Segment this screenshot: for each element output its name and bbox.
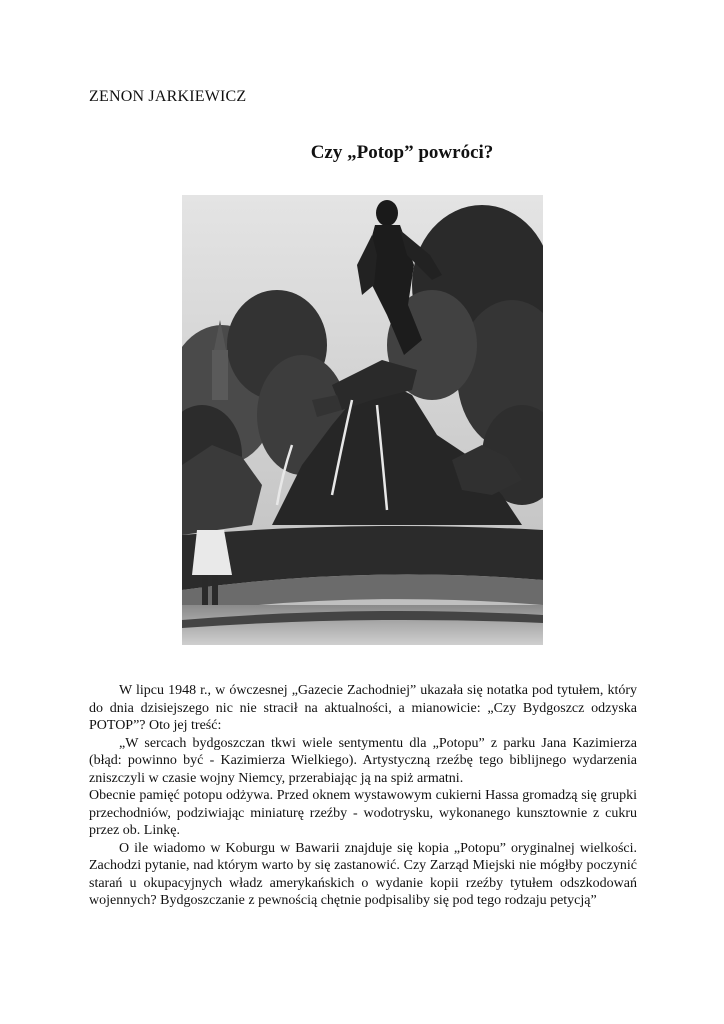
paragraph-intro: W lipcu 1948 r., w ówczesnej „Gazecie Zachodniej” ukazała się notatka pod tytułem, który do dnia dzisiejszego nic nie stracił na aktualności, a mianowicie: „Czy Bydgoszcz odzyska POTOP”? Oto jej treść: [89,683,637,733]
author-name: ZENON JARKIEWICZ [89,88,247,105]
paragraph-quote: „W sercach bydgoszczan tkwi wiele sentymentu dla „Potopu” z parku Jana Kazimierza (błąd: powinno być - Kazimierza Wielkiego). Artystyczną rzeźbę tego biblijnego wydarzenia zniszczyli w czasie wojny Niemcy, przerabiając ją na spiż armatni. [89,735,637,786]
fountain-photo [182,195,543,645]
fountain-illustration [182,195,543,645]
article-body [89,682,637,910]
article-title: Czy „Potop” powróci? [310,142,494,163]
paragraph-memory: Obecnie pamięć potopu odżywa. Przed oknem wystawowym cukierni Hassa gromadzą się grupki przechodniów, podziwiając miniaturę rzeźby - wodotrysku, wykonanego kunsztownie z cukru przez ob. Linkę. [89,788,637,838]
paragraph-coburg: O ile wiadomo w Koburgu w Bawarii znajduje się kopia „Potopu” oryginalnej wielkości. Zachodzi pytanie, nad którym warto by się zastanowić. Czy Zarząd Miejski nie mógłby poczynić starań u okupacyjnych władz amerykańskich o wydanie kopii rzeźby tytułem odszkodowań wojennych? Bydgoszczanie z pewnością chętnie podpisaliby się pod tego rodzaju petycją” [89,840,637,908]
